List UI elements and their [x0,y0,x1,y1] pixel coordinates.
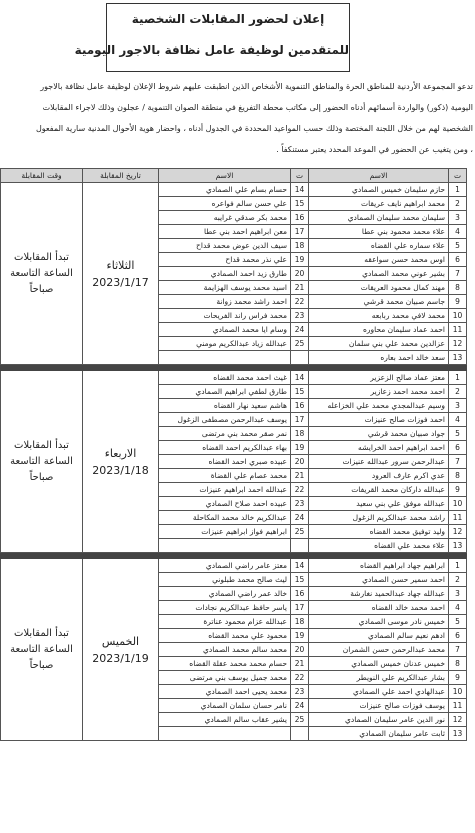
row-number: 12 [449,525,467,539]
row-number-2: 21 [291,469,309,483]
title-box [74,3,350,72]
candidate-name-2: احمد راشد محمد زوانة [159,295,291,309]
candidate-name: سعد خالد احمد بعاره [309,351,449,365]
row-number: 1 [449,559,467,573]
candidate-name: جاسم صبيان محمد قرشي [309,295,449,309]
col-header-date: تاريخ المقابلة [83,169,159,183]
row-number: 4 [449,225,467,239]
interview-date-cell [83,371,159,553]
candidate-name: احمد سمير حسن الصمادي [309,573,449,587]
row-number: 11 [449,699,467,713]
candidate-name: عبدالهادي احمد علي الصمادي [309,685,449,699]
candidate-name: عزالدين محمد علي بني سلمان [309,337,449,351]
candidate-name: عبدالله داركان محمد القريفات [309,483,449,497]
candidate-name-2: علي حسن سالم فواعره [159,197,291,211]
candidate-name: محمد عبدالرحمن حسن الشمران [309,643,449,657]
row-number: 5 [449,615,467,629]
row-number-2: 17 [291,601,309,615]
row-number: 2 [449,385,467,399]
row-number-2: 22 [291,671,309,685]
row-number-2: 23 [291,309,309,323]
candidate-name: بشير عوني محمد الصمادي [309,267,449,281]
candidate-name-2: خالد عمر راضي الصمادي [159,587,291,601]
candidate-name: خميس نادر موسى الصمادي [309,615,449,629]
row-number-2: 19 [291,629,309,643]
row-number: 12 [449,713,467,727]
candidate-name: احمد ابراهيم احمد الخرايشه [309,441,449,455]
candidate-name-2: عبدالكريم خالد محمد المكاحلة [159,511,291,525]
candidate-name-2: محمد يحيى احمد الصمادي [159,685,291,699]
candidate-name-2: ليث صالح محمد طبلوني [159,573,291,587]
row-number-2: 15 [291,573,309,587]
row-number: 10 [449,497,467,511]
row-number-2: 23 [291,497,309,511]
interview-time: تبدأ المقابلات الساعة التاسعة صباحاً [1,183,83,365]
candidate-name-2: يوسف عبدالرحمن مصطفى الزغول [159,413,291,427]
candidate-name-2: ياسر حافظ عبدالكريم نجادات [159,601,291,615]
candidate-name-2: عبيده صبري احمد القضاه [159,455,291,469]
row-number-2: 25 [291,525,309,539]
table-header-row [1,169,467,183]
row-number: 6 [449,629,467,643]
candidate-name: اوس محمد حسن سواعقه [309,253,449,267]
row-number: 1 [449,371,467,385]
candidate-name-2: معن ابراهيم احمد بني عطا [159,225,291,239]
candidate-name: وسيم عبدالمجدي محمد علي الخزاعله [309,399,449,413]
row-number-2: 17 [291,225,309,239]
candidate-name: علاء محمد محمود بني عطا [309,225,449,239]
row-number-2: 15 [291,385,309,399]
candidate-name: راشد محمد عبدالكريم الزغول [309,511,449,525]
row-number-2: 25 [291,713,309,727]
candidate-name: احمد فوزات صالح عنيزات [309,413,449,427]
row-number-2: 17 [291,413,309,427]
candidate-name-2: وسام ايا محمد الصمادي [159,323,291,337]
row-number: 13 [449,539,467,553]
row-number-2: 19 [291,441,309,455]
candidate-name-2 [159,351,291,365]
interview-date-cell [83,183,159,365]
candidate-name-2: طارق زيد احمد الصمادي [159,267,291,281]
row-number-2: 14 [291,559,309,573]
candidate-name-2: محمود علي محمد القضاه [159,629,291,643]
row-number-2: 20 [291,643,309,657]
col-header-name-2: الاسم [159,169,291,183]
candidate-name-2: طارق لطفي ابراهيم الصمادي [159,385,291,399]
candidate-name: علاء سماره علي القضاه [309,239,449,253]
table-row [1,371,467,385]
interview-date-cell [83,559,159,741]
candidate-name-2: حسام بسام علي الصمادي [159,183,291,197]
row-number-2: 24 [291,699,309,713]
row-number-2: 19 [291,253,309,267]
row-number: 6 [449,253,467,267]
row-number-2: 21 [291,657,309,671]
row-number: 7 [449,267,467,281]
candidate-name-2: هاشم سعيد نهار القضاه [159,399,291,413]
intro-line: اليومية (ذكور) والواردة أسمائهم أدناه الحضور إلى مكاتب محطة التفريغ في منطقة الصوان التنموية / عجلون وذلك لاجراء المقابلات [42,103,473,112]
row-number: 4 [449,601,467,615]
candidate-name: مهند كمال محمود العريقات [309,281,449,295]
candidate-name-2: محمد عصام علي القضاة [159,469,291,483]
row-number: 7 [449,643,467,657]
row-number: 1 [449,183,467,197]
candidate-name-2: علي نذر محمد قداح [159,253,291,267]
row-number: 10 [449,685,467,699]
candidate-name: بشار عبدالكريم علي النويطر [309,671,449,685]
row-number: 2 [449,573,467,587]
candidate-name: حازم سليمان خميس الصمادي [309,183,449,197]
candidate-name: ادهم نعيم سالم الصمادي [309,629,449,643]
row-number: 13 [449,351,467,365]
row-number: 5 [449,427,467,441]
intro-line: ، ومن يتغيب عن الحضور في الموعد المحدد يعتبر مستنكفاً . [276,145,473,154]
row-number: 3 [449,399,467,413]
intro-line: الشخصية لهم من خلال اللجنة المختصة وذلك حسب المواعيد المحددة في الجدول أدناه ، واحضار هوية الأحوال المدنية سارية المفعول [35,124,473,133]
row-number-2: 21 [291,281,309,295]
candidate-name-2: عبيده احمد صلاح الصمادي [159,497,291,511]
row-number-2 [291,727,309,741]
candidate-name-2: حسام محمد محمد عقلة القضاه [159,657,291,671]
candidate-name: ابراهيم جهاد ابراهيم القضاه [309,559,449,573]
row-number: 6 [449,441,467,455]
candidate-name-2: عبدالله زياد عبدالكريم مومني [159,337,291,351]
row-number-2: 18 [291,615,309,629]
interview-day: الثلاثاء [106,258,135,272]
row-number: 9 [449,295,467,309]
row-number: 8 [449,469,467,483]
candidate-name: ثابت عامر سليمان الصمادي [309,727,449,741]
candidate-name-2: محمد بكر صدقي غرايبه [159,211,291,225]
candidate-name: وليد توفيق محمد القضاه [309,525,449,539]
candidate-name: نور الدين عامر سليمان الصمادي [309,713,449,727]
announcement-title: إعلان لحضور المقابلات الشخصية [131,12,325,26]
announcement-subtitle: للمتقدمين لوظيفة عامل نظافة بالاجور اليومية [74,43,349,57]
intro-line: تدعو المجموعة الأردنية للمناطق الحرة والمناطق التنموية الأشخاص الذين انطبقت عليهم شروط الإعلان لوظيفة عامل نظافة بالاجور [40,82,473,91]
candidate-name: معتز عماد صالح الزعزير [309,371,449,385]
col-header-number: ت [449,169,467,183]
interview-date: 2023/1/18 [92,463,149,477]
candidate-name-2 [159,727,291,741]
candidate-name: عبدالله جهاد عبدالحميد نغارشة [309,587,449,601]
candidate-name-2: نامر حسان سلمان الصمادي [159,699,291,713]
row-number-2: 20 [291,267,309,281]
candidate-name: عبدالرحمن سرور عبدالله عنيزات [309,455,449,469]
interview-date: 2023/1/19 [92,651,149,665]
row-number: 11 [449,511,467,525]
row-number-2: 14 [291,371,309,385]
candidate-name: عبدالله موفق علي بني سعيد [309,497,449,511]
row-number-2: 24 [291,323,309,337]
row-number: 11 [449,323,467,337]
row-number: 9 [449,671,467,685]
candidate-name-2: غيث احمد محمد القضاه [159,371,291,385]
row-number: 10 [449,309,467,323]
candidate-name-2: ابراهيم فواز ابراهيم عنيزات [159,525,291,539]
row-number: 3 [449,211,467,225]
row-number-2: 16 [291,211,309,225]
row-number-2 [291,539,309,553]
table-row [1,559,467,573]
candidate-name: محمد ابراهيم نايف عريقات [309,197,449,211]
row-number-2: 22 [291,295,309,309]
candidate-name: سليمان محمد سليمان الصمادي [309,211,449,225]
row-number-2: 20 [291,455,309,469]
row-number: 2 [449,197,467,211]
row-number-2: 14 [291,183,309,197]
candidate-name: خميس عدنان خميس الصمادي [309,657,449,671]
row-number-2: 18 [291,427,309,441]
col-header-name: الاسم [309,169,449,183]
candidate-name-2: اسيد محمد يوسف الهزايمة [159,281,291,295]
candidate-name-2: محمد سالم محمد الصمادي [159,643,291,657]
candidate-name: احمد محمد خالد القضاه [309,601,449,615]
row-number-2: 16 [291,399,309,413]
row-number: 8 [449,657,467,671]
candidate-name: احمد عماد سليمان محاوره [309,323,449,337]
candidate-name: يوسف فوزات صالح عنيزات [309,699,449,713]
row-number: 8 [449,281,467,295]
candidate-name-2: نمر صقر محمد بني مرتضى [159,427,291,441]
candidate-name: محمد لافي محمد ربابعه [309,309,449,323]
row-number: 13 [449,727,467,741]
row-number-2: 16 [291,587,309,601]
row-number-2: 24 [291,511,309,525]
candidate-name-2: محمد جميل يوسف بني مرتضى [159,671,291,685]
row-number-2: 18 [291,239,309,253]
row-number: 9 [449,483,467,497]
row-number: 3 [449,587,467,601]
interview-day: الخميس [101,634,140,648]
candidate-name: عدي اكرم عارف العرود [309,469,449,483]
interview-time: تبدأ المقابلات الساعة التاسعة صباحاً [1,559,83,741]
candidate-name-2: سيف الدين عوض محمد قداح [159,239,291,253]
candidate-name: علاء محمد علي القضاه [309,539,449,553]
table-row [1,183,467,197]
interview-date: 2023/1/17 [92,275,149,289]
candidate-name-2: بهاء عبدالكريم احمد القضاه [159,441,291,455]
row-number-2: 15 [291,197,309,211]
row-number-2: 23 [291,685,309,699]
intro-paragraph [0,76,475,160]
candidate-name-2: معتز عامر راضي الصمادي [159,559,291,573]
candidate-name: احمد محمد احمد زعازير [309,385,449,399]
col-header-time: وقت المقابلة [1,169,83,183]
row-number: 12 [449,337,467,351]
interview-time: تبدأ المقابلات الساعة التاسعة صباحاً [1,371,83,553]
candidate-name-2 [159,539,291,553]
candidate-name-2: عبدالله احمد ابراهيم عنيزات [159,483,291,497]
row-number-2 [291,351,309,365]
row-number-2: 25 [291,337,309,351]
row-number-2: 22 [291,483,309,497]
candidate-name: جواد صبيان محمد قرشي [309,427,449,441]
candidate-name-2: محمد فراس راند الفريحات [159,309,291,323]
interview-schedule-table [0,168,467,741]
interview-day: الاربعاء [104,446,137,460]
row-number: 7 [449,455,467,469]
row-number: 4 [449,413,467,427]
candidate-name-2: عبدالله عزام محمود عناترة [159,615,291,629]
candidate-name-2: يشير عقاب سالم الصمادي [159,713,291,727]
col-header-number-2: ت [291,169,309,183]
row-number: 5 [449,239,467,253]
